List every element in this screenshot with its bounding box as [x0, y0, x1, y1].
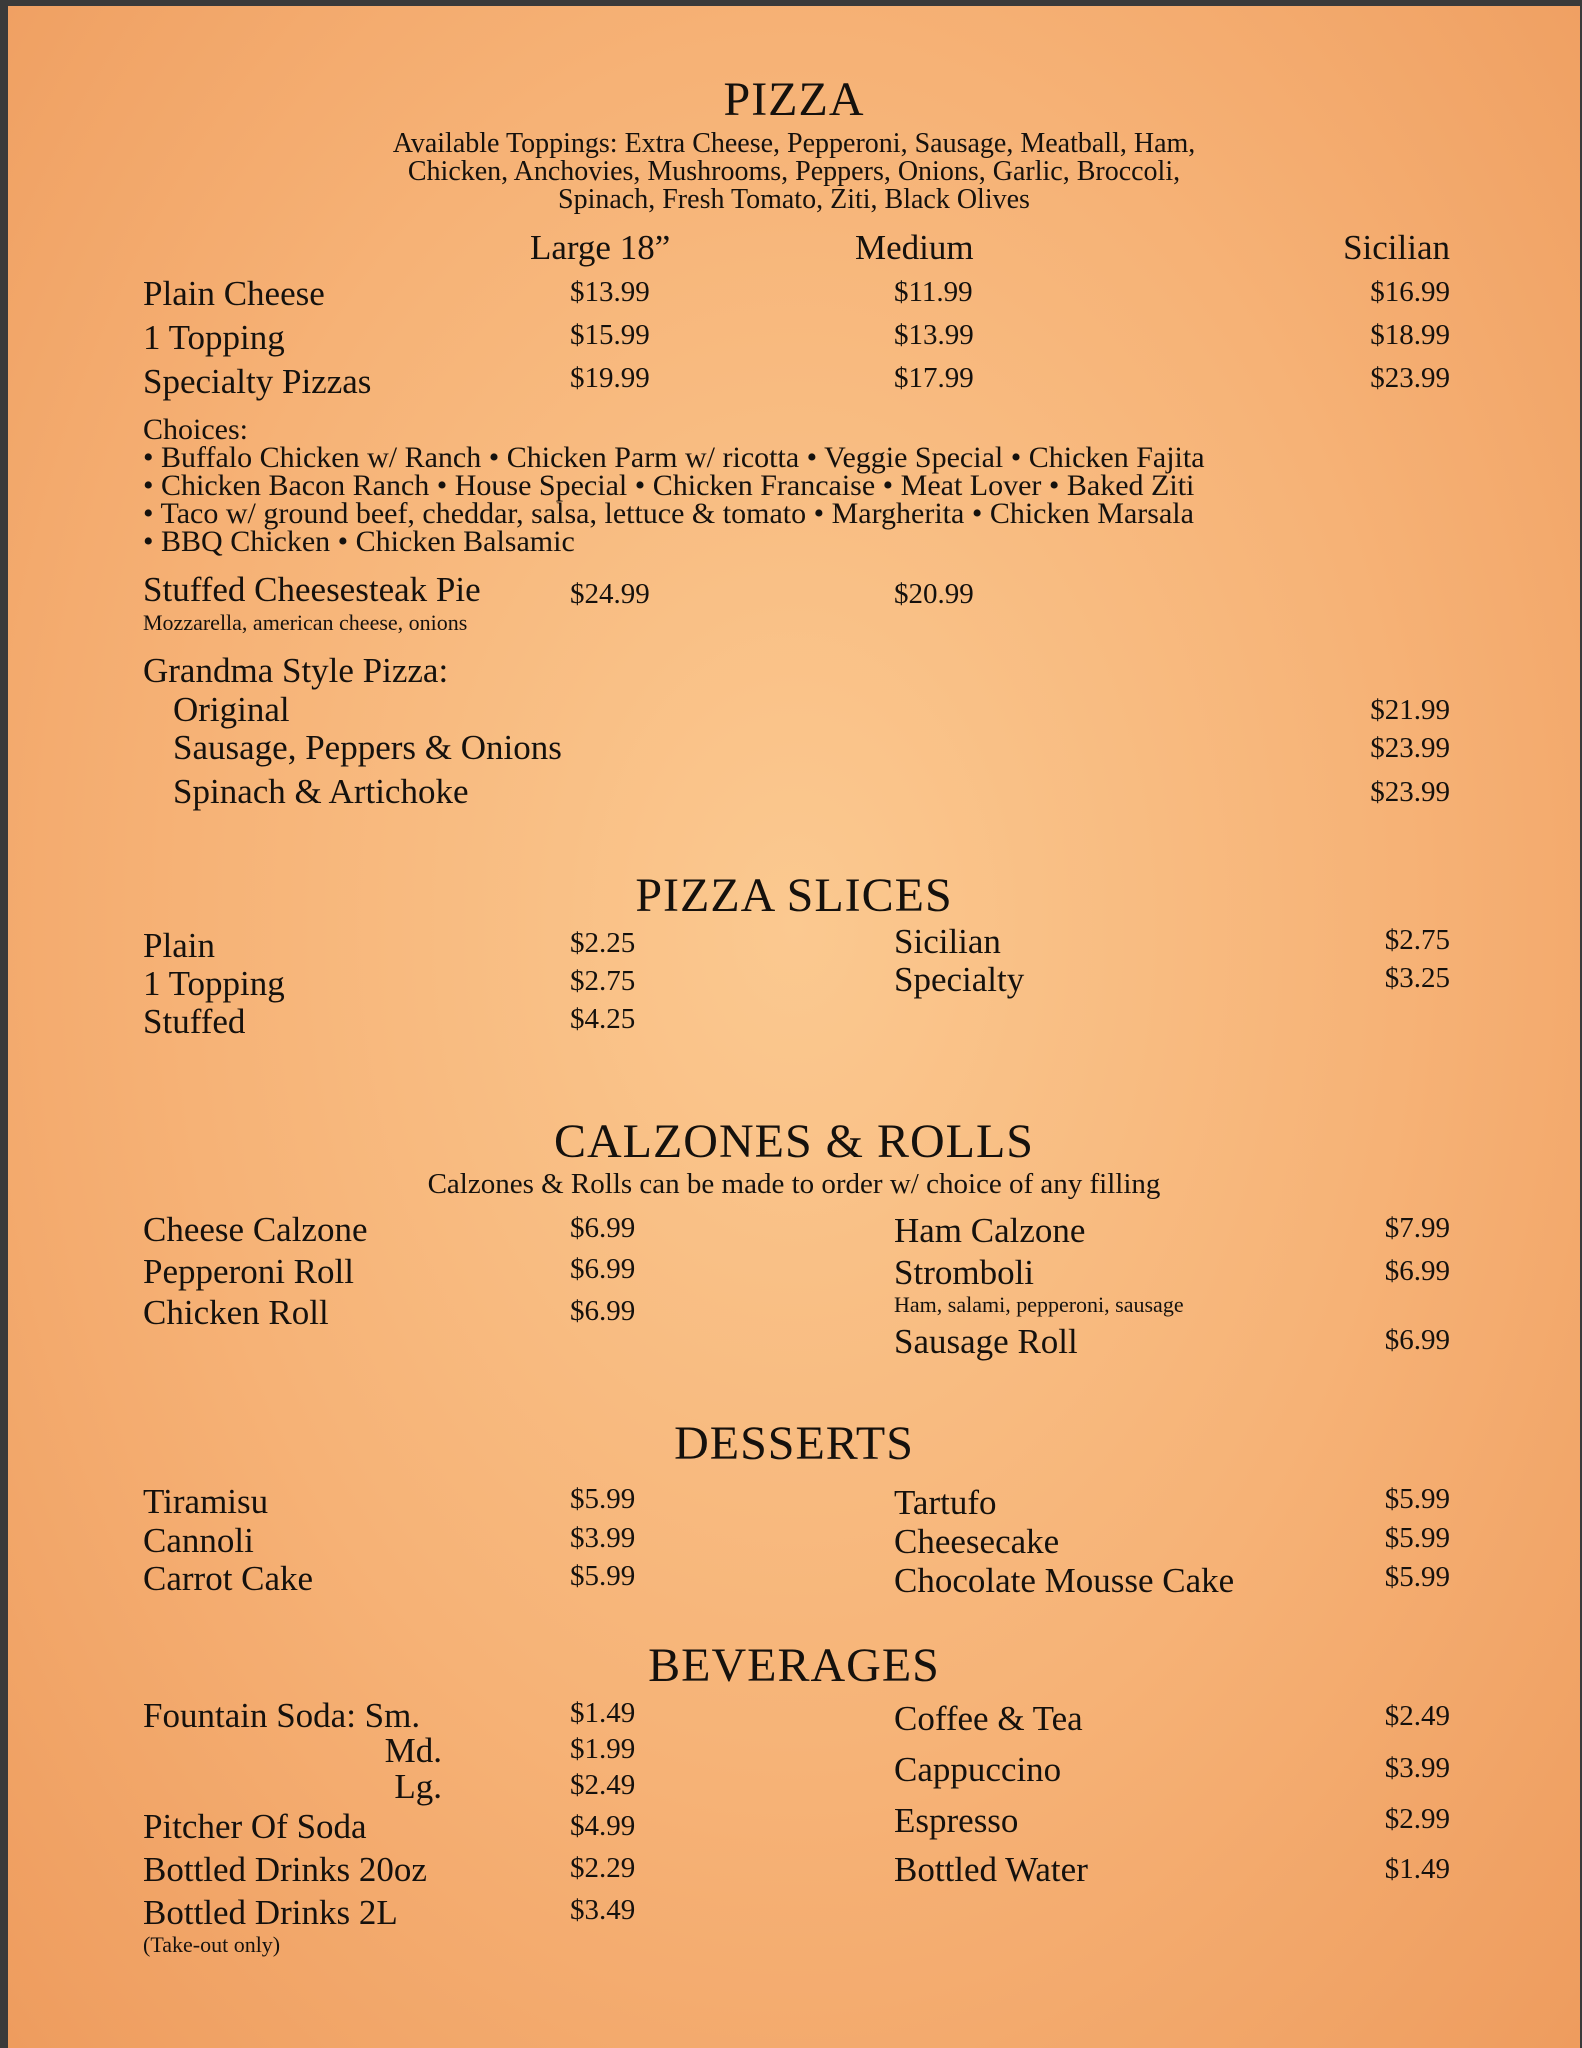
stuffed-pie-description: Mozzarella, american cheese, onions — [143, 610, 468, 635]
beverage-name: Bottled Water — [894, 1850, 1088, 1889]
pizza-row-name: Specialty Pizzas — [143, 362, 372, 401]
beverage-price: $2.29 — [570, 1852, 636, 1884]
stromboli-description: Ham, salami, pepperoni, sausage — [894, 1292, 1184, 1317]
pizza-row-price-sicilian: $23.99 — [1370, 362, 1450, 394]
slice-price: $2.25 — [570, 927, 636, 959]
grandma-item-name: Sausage, Peppers & Onions — [173, 728, 562, 767]
beverage-name: Coffee & Tea — [894, 1699, 1083, 1738]
dessert-name: Tartufo — [894, 1483, 997, 1522]
pizza-section-title: PIZZA — [723, 73, 865, 126]
grandma-item-price: $21.99 — [1370, 694, 1450, 726]
stuffed-pie-price-medium: $20.99 — [894, 578, 974, 610]
calzone-name: Ham Calzone — [894, 1211, 1086, 1250]
beverage-name: Espresso — [894, 1801, 1019, 1840]
beverage-price: $3.49 — [570, 1894, 636, 1926]
calzone-price: $6.99 — [1384, 1324, 1450, 1356]
beverages-section-title: BEVERAGES — [648, 1639, 940, 1692]
column-header-large: Large 18” — [530, 228, 671, 267]
grandma-label: Grandma Style Pizza: — [143, 651, 449, 690]
calzone-price: $6.99 — [570, 1212, 636, 1244]
dessert-name: Tiramisu — [143, 1482, 269, 1521]
calzone-name: Sausage Roll — [894, 1322, 1078, 1361]
dessert-price: $5.99 — [1384, 1561, 1450, 1593]
slice-price: $2.75 — [570, 965, 636, 997]
toppings-line-2: Chicken, Anchovies, Mushrooms, Peppers, Onions, Garlic, Broccoli, — [407, 156, 1181, 187]
grandma-item-price: $23.99 — [1370, 776, 1450, 808]
slice-price: $4.25 — [570, 1003, 636, 1035]
calzone-name: Cheese Calzone — [143, 1210, 368, 1249]
slice-name: Stuffed — [143, 1002, 246, 1041]
toppings-line-1: Available Toppings: Extra Cheese, Pepperoni, Sausage, Meatball, Ham, — [392, 128, 1196, 159]
beverage-price: $1.49 — [1384, 1853, 1450, 1885]
slice-price: $3.25 — [1384, 962, 1450, 994]
stuffed-pie-price-large: $24.99 — [570, 578, 650, 610]
beverage-price: $3.99 — [1384, 1752, 1450, 1784]
pizza-row-price-medium: $17.99 — [894, 362, 974, 394]
calzone-name: Pepperoni Roll — [143, 1252, 354, 1291]
slice-name: Plain — [143, 926, 215, 965]
dessert-price: $5.99 — [570, 1560, 636, 1592]
pizza-row-name: 1 Topping — [143, 318, 285, 357]
slices-section-title: PIZZA SLICES — [635, 869, 953, 922]
slice-name: Specialty — [894, 960, 1025, 999]
calzone-price: $6.99 — [570, 1295, 636, 1327]
dessert-name: Cheesecake — [894, 1522, 1060, 1561]
calzone-price: $6.99 — [570, 1253, 636, 1285]
calzones-note: Calzones & Rolls can be made to order w/ choice of any filling — [427, 1168, 1161, 1200]
pizza-row-price-large: $13.99 — [570, 276, 650, 308]
dessert-price: $5.99 — [1384, 1522, 1450, 1554]
beverage-name: Bottled Drinks 2L — [143, 1893, 398, 1932]
desserts-section-title: DESSERTS — [674, 1417, 914, 1470]
grandma-item-price: $23.99 — [1370, 732, 1450, 764]
calzone-name: Stromboli — [894, 1253, 1035, 1292]
choices-line: • Taco w/ ground beef, cheddar, salsa, lettuce & tomato • Margherita • Chicken Marsala — [143, 497, 1194, 530]
dessert-price: $5.99 — [1384, 1483, 1450, 1515]
fountain-soda-label: Fountain Soda: Sm. — [143, 1696, 421, 1735]
dessert-name: Cannoli — [143, 1521, 254, 1560]
slice-name: 1 Topping — [143, 964, 285, 1003]
choices-label: Choices: — [143, 413, 248, 446]
dessert-price: $5.99 — [570, 1483, 636, 1515]
calzone-price: $7.99 — [1384, 1212, 1450, 1244]
slice-price: $2.75 — [1384, 924, 1450, 956]
slice-name: Sicilian — [894, 922, 1001, 961]
fountain-soda-size: Md. — [384, 1731, 442, 1770]
choices-line: • Chicken Bacon Ranch • House Special • Chicken Francaise • Meat Lover • Baked Ziti — [143, 469, 1195, 502]
grandma-item-name: Original — [173, 690, 290, 729]
stuffed-pie-name: Stuffed Cheesesteak Pie — [143, 570, 481, 609]
beverage-name: Bottled Drinks 20oz — [143, 1850, 427, 1889]
pizza-row-price-large: $15.99 — [570, 319, 650, 351]
fountain-soda-size-price: $2.49 — [570, 1769, 636, 1801]
choices-line: • BBQ Chicken • Chicken Balsamic — [143, 525, 575, 558]
pizza-row-price-large: $19.99 — [570, 362, 650, 394]
choices-line: • Buffalo Chicken w/ Ranch • Chicken Parm w/ ricotta • Veggie Special • Chicken Fajita — [143, 441, 1205, 474]
dessert-price: $3.99 — [570, 1522, 636, 1554]
calzones-section-title: CALZONES & ROLLS — [553, 1115, 1034, 1168]
fountain-soda-sm-price: $1.49 — [570, 1697, 636, 1729]
pizza-row-price-medium: $13.99 — [894, 319, 974, 351]
column-header-sicilian: Sicilian — [1343, 228, 1450, 267]
dessert-name: Carrot Cake — [143, 1559, 314, 1598]
beverage-price: $2.49 — [1384, 1700, 1450, 1732]
takeout-note: (Take-out only) — [143, 1932, 281, 1957]
calzone-name: Chicken Roll — [143, 1293, 329, 1332]
column-header-medium: Medium — [855, 228, 974, 267]
fountain-soda-size-price: $1.99 — [570, 1733, 636, 1765]
pizza-row-name: Plain Cheese — [143, 274, 325, 313]
fountain-soda-size: Lg. — [394, 1767, 442, 1806]
beverage-price: $2.99 — [1384, 1803, 1450, 1835]
pizza-row-price-medium: $11.99 — [894, 276, 973, 308]
grandma-item-name: Spinach & Artichoke — [173, 772, 469, 811]
toppings-line-3: Spinach, Fresh Tomato, Ziti, Black Olives — [558, 184, 1030, 215]
beverage-price: $4.99 — [570, 1810, 636, 1842]
dessert-name: Chocolate Mousse Cake — [894, 1561, 1235, 1600]
pizza-row-price-sicilian: $16.99 — [1370, 276, 1450, 308]
pizza-row-price-sicilian: $18.99 — [1370, 319, 1450, 351]
beverage-name: Pitcher Of Soda — [143, 1807, 367, 1846]
beverage-name: Cappuccino — [894, 1750, 1062, 1789]
calzone-price: $6.99 — [1384, 1255, 1450, 1287]
menu-page — [8, 6, 1580, 2048]
